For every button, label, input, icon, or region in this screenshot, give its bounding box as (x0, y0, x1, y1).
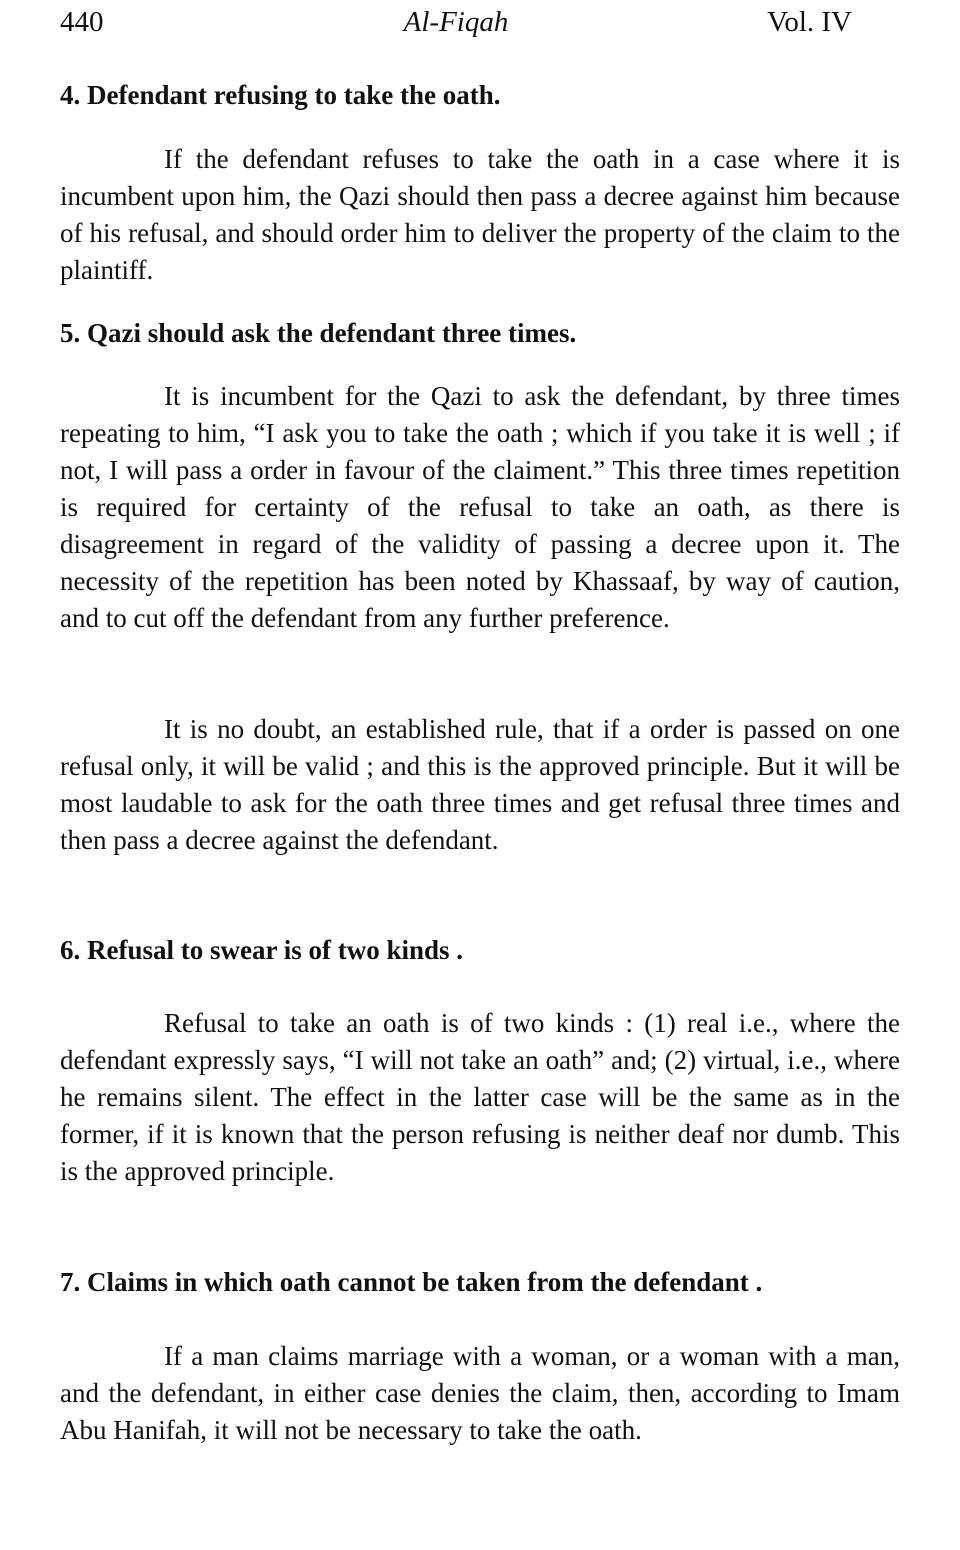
section-5-paragraph-2: It is no doubt, an established rule, that if a order is passed on one refusal only, it will be valid ; and this is the approved principle. But it will be most laudable to ask for the oath three times and get refusal three times and then pass a decree against the defendant. (60, 714, 900, 855)
section-4-paragraph-1: If the defendant refuses to take the oath in a case where it is incumbent upon him, the Qazi should then pass a decree against him because of his refusal, and should order him to deliver the property of the claim to the plaintiff. (60, 144, 900, 285)
running-header (60, 2, 852, 42)
section-heading-7: 7. Claims in which oath cannot be taken from the defendant . (60, 1267, 763, 1297)
section-heading-5: 5. Qazi should ask the defendant three times. (60, 318, 577, 348)
section-heading-4: 4. Defendant refusing to take the oath. (60, 80, 501, 110)
page-number: 440 (60, 6, 104, 38)
volume-label: Vol. IV (767, 6, 852, 38)
section-heading-6: 6. Refusal to swear is of two kinds . (60, 935, 464, 965)
book-title: Al-Fiqah (403, 6, 509, 38)
section-5-paragraph-1: It is incumbent for the Qazi to ask the defendant, by three times repeating to him, “I ask you to take the oath ; which if you take it is well ; if not, I will pass a order in favour of the claiment.” This three times repetition is required for certainty of the refusal to take an oath, as there is disagreement in regard of the validity of passing a decree upon it. The necessity of the repetition has been noted by Khassaaf, by way of caution, and to cut off the defendant from any further preference. (60, 381, 900, 633)
section-6-paragraph-1: Refusal to take an oath is of two kinds : (1) real i.e., where the defendant expressly says, “I will not take an oath” and; (2) virtual, i.e., where he remains silent. The effect in the latter case will be the same as in the former, if it is known that the person refusing is neither deaf nor dumb. This is the approved principle. (60, 1008, 900, 1186)
section-7-paragraph-1: If a man claims marriage with a woman, or a woman with a man, and the defendant, in either case denies the claim, then, according to Imam Abu Hanifah, it will not be necessary to take the oath. (60, 1341, 900, 1445)
